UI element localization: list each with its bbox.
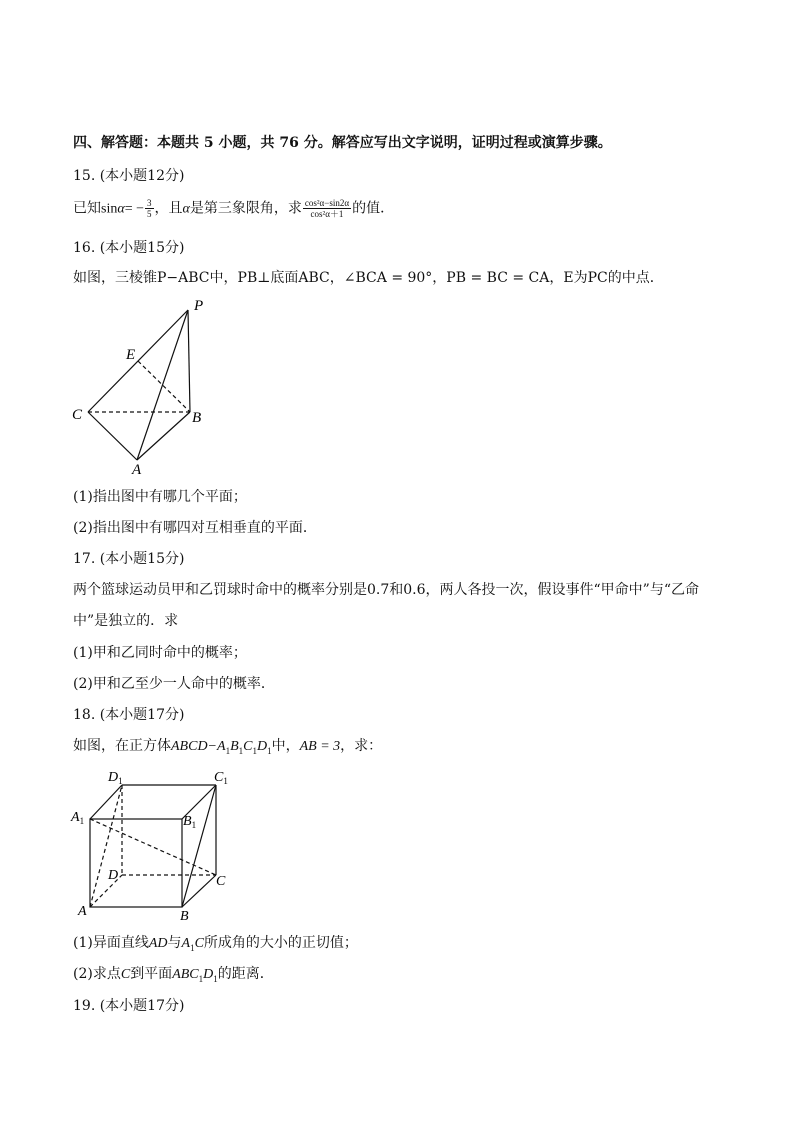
q16-title: 16. (本小题15分) <box>73 240 185 256</box>
q18-part2-d: ABC <box>172 967 199 982</box>
q18-part1-e: C <box>194 936 204 951</box>
q15-text-d: 的值． <box>352 200 395 217</box>
q18-part1 <box>73 933 358 958</box>
q18-part1-b: AD <box>148 936 168 951</box>
q18-stem-g: AB = 3 <box>299 739 341 754</box>
label-d: D <box>108 868 119 883</box>
q18-stem-h: ，求： <box>340 738 383 754</box>
q18-part1-sub: 1 <box>190 942 195 953</box>
q17-part2: (2)甲和乙至少一人命中的概率． <box>73 676 275 692</box>
q18-stem <box>73 736 382 761</box>
q18-sub-b1: 1 <box>238 745 244 756</box>
label-p: P <box>194 298 204 314</box>
label-c: C <box>72 407 83 423</box>
edge-eb-hidden <box>138 361 190 412</box>
q19-title: 19. (本小题17分) <box>73 998 185 1014</box>
label-b1: $B_1$ <box>183 814 197 830</box>
q15-expr-num: cos²α−sin2α <box>304 198 350 208</box>
q17-stem-line2: 中”是独立的．求 <box>73 613 179 629</box>
label-b: B <box>192 410 202 426</box>
edge-ad1-hidden <box>90 785 122 907</box>
edge-bc <box>182 875 216 907</box>
cube-front-face <box>90 819 182 907</box>
label-e: E <box>126 347 136 363</box>
q18-part2-sub2: 1 <box>213 973 218 984</box>
q15-eq: = − <box>124 201 144 217</box>
q18-part1-a: (1)异面直线 <box>73 935 149 951</box>
q18-sub-d1: 1 <box>267 745 272 756</box>
q18-sub-c1: 1 <box>252 745 257 756</box>
q18-title: 18. (本小题17分) <box>73 707 185 723</box>
q17-part1: (1)甲和乙同时命中的概率； <box>73 645 247 661</box>
q16-stem: 如图，三棱锥P−ABC中，PB⊥底面ABC，∠BCA = 90°，PB = BC = CA，E为PC的中点． <box>73 270 664 286</box>
q18-stem-d: C <box>243 739 253 754</box>
q15-stem <box>73 198 394 220</box>
q18-stem-e: D <box>256 739 268 754</box>
q17-title: 17. (本小题15分) <box>73 551 185 567</box>
q15-text-a: 已知 <box>73 200 101 217</box>
label-a1: $A_1$ <box>71 810 85 826</box>
q18-sub-a1: 1 <box>225 745 231 756</box>
label-c-cube: C <box>216 874 226 889</box>
q18-part2-c: 到平面 <box>130 966 173 982</box>
pyramid-figure <box>65 295 235 475</box>
q18-part1-f: 所成角的大小的正切值； <box>203 935 358 951</box>
q15-frac-den: 5 <box>147 209 152 219</box>
q18-part2-f: 的距离． <box>217 966 274 982</box>
q15-expression <box>303 198 351 219</box>
q17-stem-line1: 两个篮球运动员甲和乙罚球时命中的概率分别是0.7和0.6，两人各投一次，假设事件“甲命中”与“乙命 <box>73 582 699 598</box>
q15-alpha: α <box>117 201 125 217</box>
q18-stem-a: 如图，在正方体 <box>73 738 171 754</box>
edge-a1c-hidden <box>90 819 216 875</box>
q18-part1-d: A <box>181 936 191 951</box>
q16-part1: (1)指出图中有哪几个平面； <box>73 489 247 505</box>
q18-stem-f: 中， <box>271 738 300 754</box>
q15-fraction <box>145 198 154 219</box>
q15-title: 15. (本小题12分) <box>73 168 185 184</box>
q18-stem-b: ABCD−A <box>171 739 226 754</box>
q18-part2-a: (2)求点 <box>73 966 121 982</box>
label-a: A <box>132 462 142 475</box>
edge-pb <box>188 310 190 412</box>
q18-part2-b: C <box>120 967 131 982</box>
label-a-cube: A <box>78 904 87 919</box>
section-header: 四、解答题：本题共 5 小题，共 76 分。解答应写出文字说明，证明过程或演算步骤。 <box>73 135 612 151</box>
q18-part2-e: D <box>203 967 214 982</box>
cube-figure <box>68 765 243 925</box>
label-c1: $C_1$ <box>214 770 228 786</box>
q18-part1-c: 与 <box>167 935 182 951</box>
q18-part2 <box>73 964 274 989</box>
q16-part2: (2)指出图中有哪四对互相垂直的平面． <box>73 520 317 536</box>
q15-frac-num: 3 <box>147 198 152 208</box>
q15-alpha-2: α <box>182 201 190 217</box>
q18-stem-c: B <box>230 739 239 754</box>
q18-part2-sub1: 1 <box>198 973 204 984</box>
q15-expr-den: cos²α＋1 <box>310 209 344 219</box>
edge-ca <box>88 412 137 460</box>
edge-bc1 <box>182 785 216 907</box>
label-b-cube: B <box>180 909 189 924</box>
q15-text-c: 是第三象限角，求 <box>189 200 302 217</box>
label-d1: $D_1$ <box>108 770 123 786</box>
q15-sin: sin <box>101 201 118 217</box>
q15-text-b: ，且 <box>154 200 183 217</box>
